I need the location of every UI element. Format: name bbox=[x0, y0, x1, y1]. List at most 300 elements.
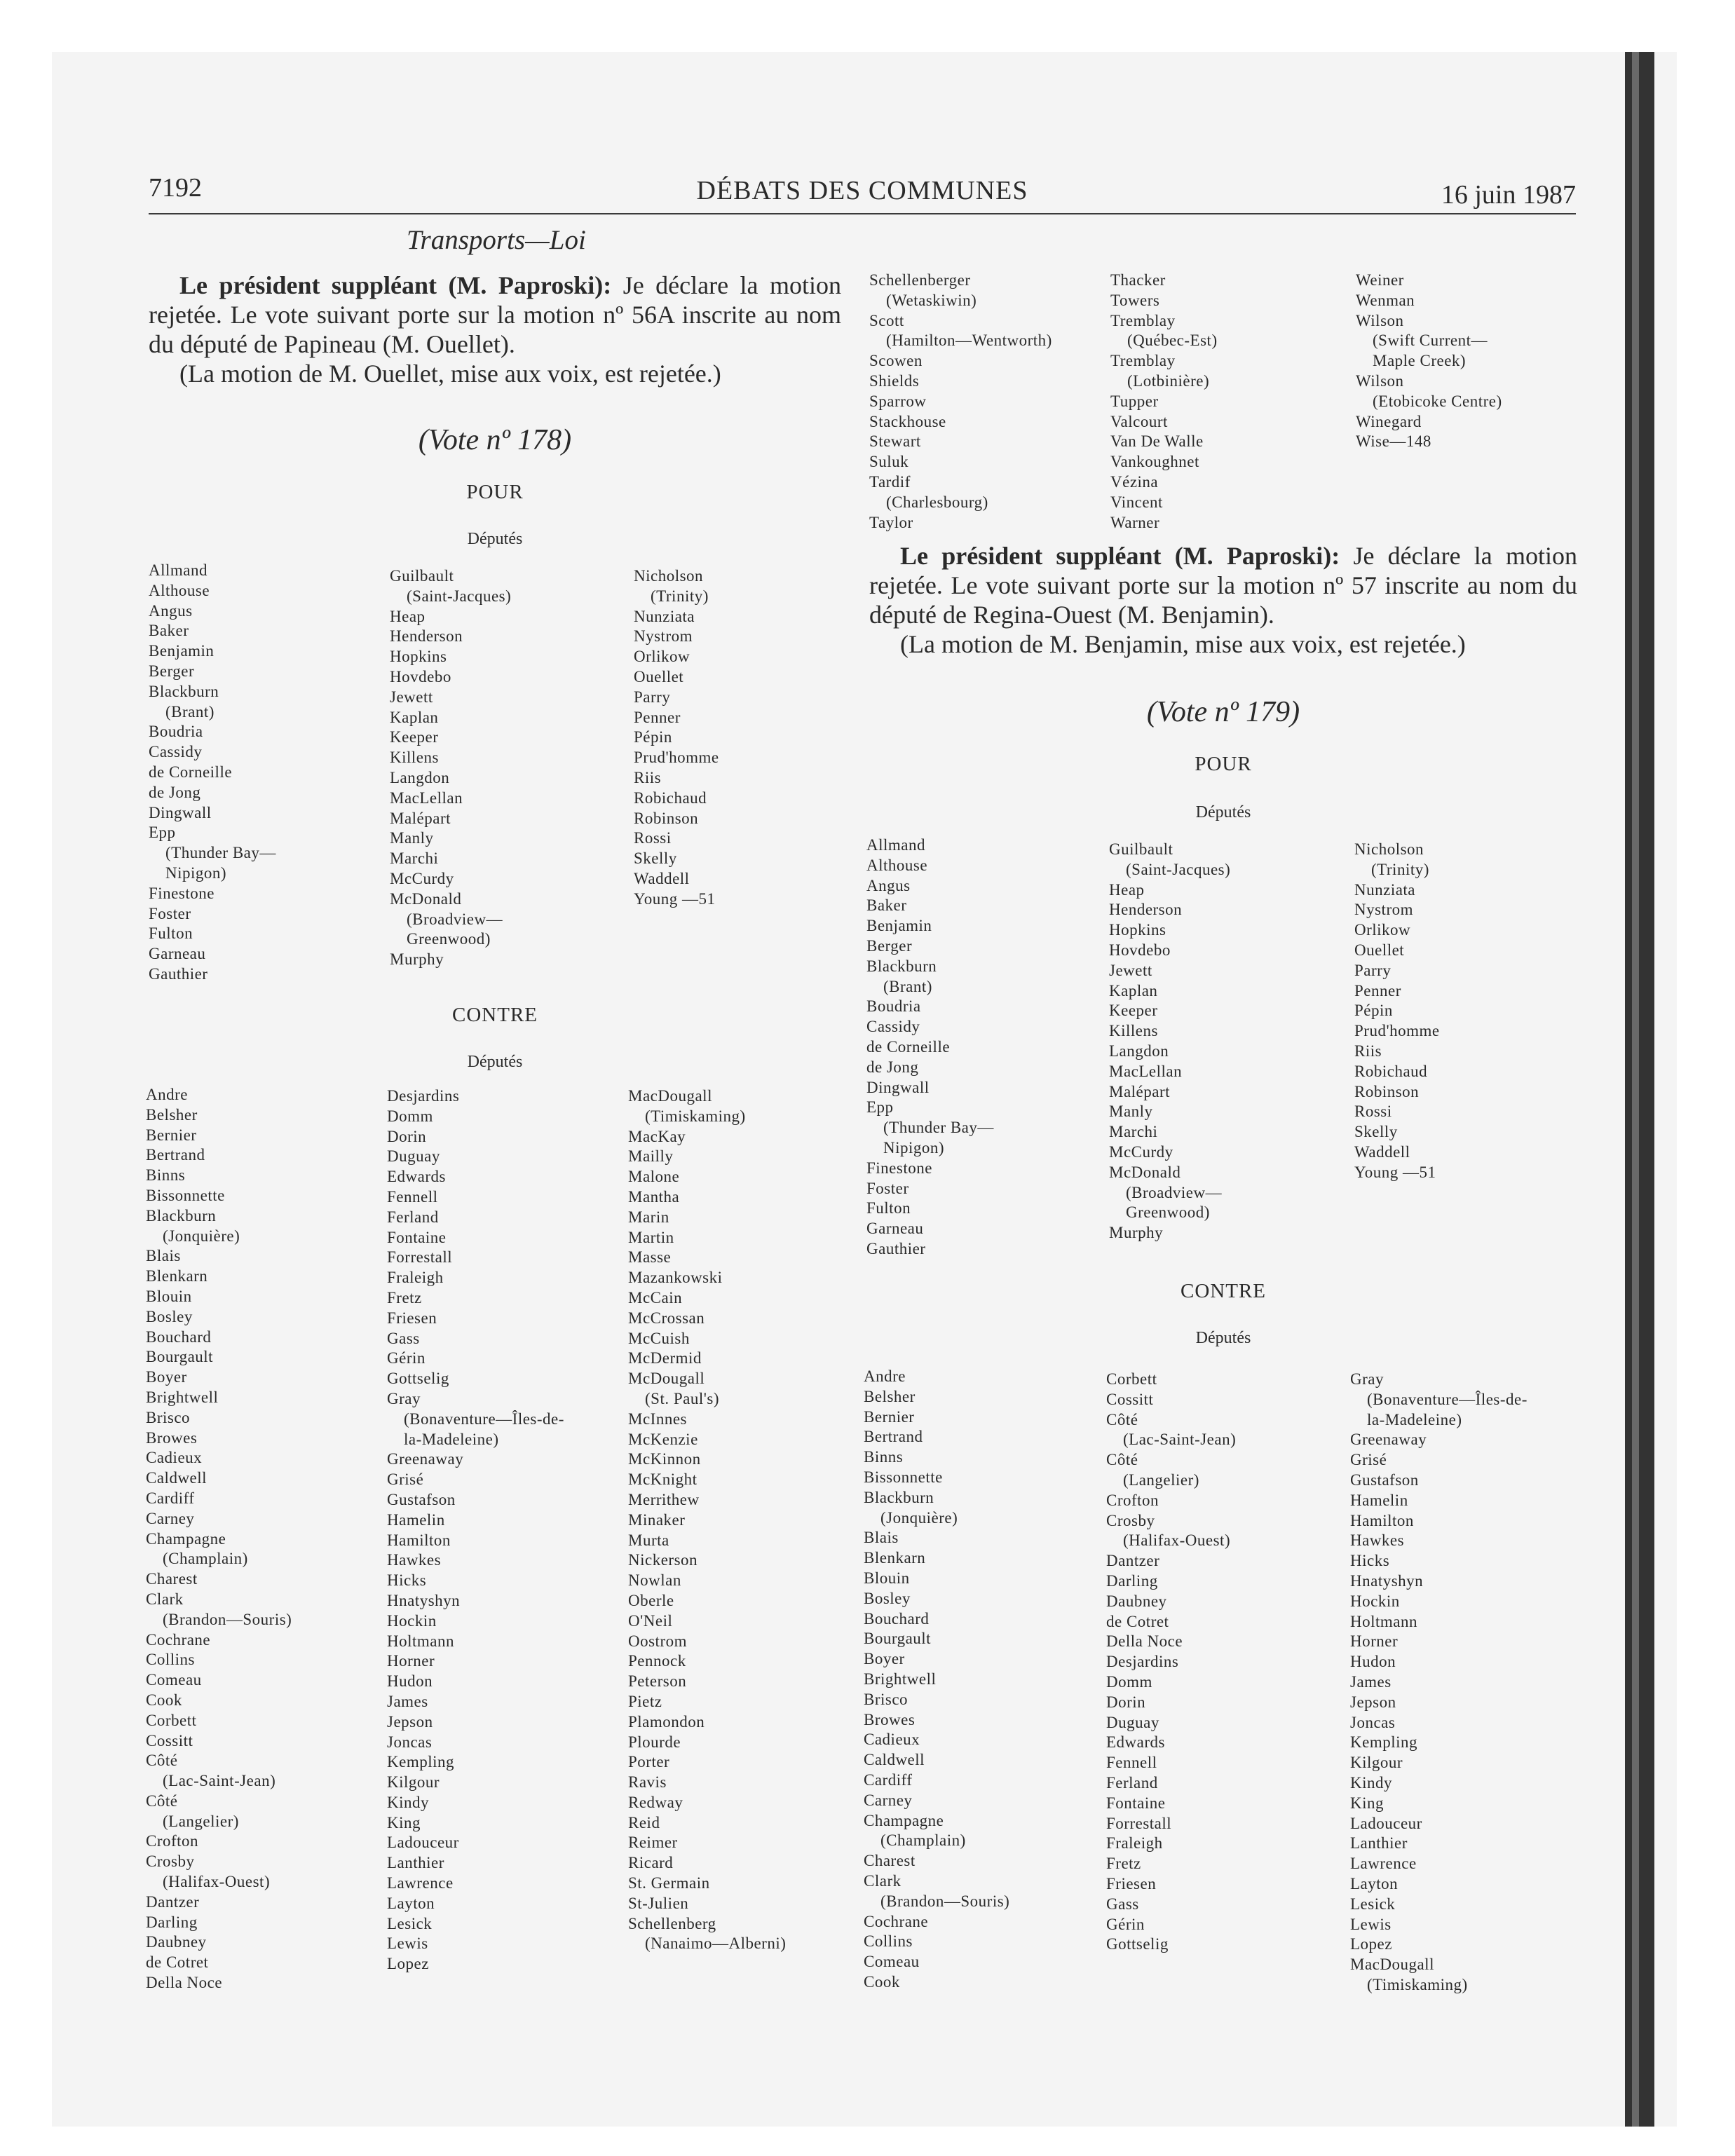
member-name: Nystrom bbox=[634, 627, 693, 646]
member-name: Penner bbox=[1354, 981, 1401, 999]
member-name: Ouellet bbox=[634, 667, 684, 685]
member-name: (Trinity) bbox=[1371, 860, 1429, 878]
member-name: Robichaud bbox=[634, 789, 707, 807]
member-name: Angus bbox=[866, 876, 911, 894]
vote-179-contre-col-1 bbox=[864, 1367, 1009, 1993]
member-name: McCurdy bbox=[1109, 1142, 1173, 1161]
member-name: Layton bbox=[387, 1894, 435, 1912]
member-name: Lesick bbox=[387, 1914, 433, 1932]
member-name: Daubney bbox=[1106, 1592, 1167, 1610]
member-name: Blais bbox=[864, 1529, 899, 1547]
member-name: Tremblay bbox=[1110, 311, 1176, 329]
member-name: Bertrand bbox=[146, 1146, 205, 1164]
member-name: Oostrom bbox=[628, 1632, 687, 1650]
member-name: Althouse bbox=[866, 856, 928, 874]
paragraph-text: Je déclare la motion rejetée. Le vote suivant porte sur la motion nº 57 inscrite au nom du député de Regina-Ouest (M. Benjamin). bbox=[869, 542, 1577, 629]
member-name: Wilson bbox=[1356, 311, 1404, 329]
member-name: Plamondon bbox=[628, 1712, 705, 1731]
member-name: Angus bbox=[149, 601, 193, 620]
member-name: Brisco bbox=[864, 1690, 909, 1708]
member-name: Desjardins bbox=[1106, 1653, 1179, 1671]
member-name: Killens bbox=[1109, 1022, 1158, 1040]
member-name: Martin bbox=[628, 1228, 674, 1246]
member-name: Fraleigh bbox=[387, 1269, 444, 1287]
member-name: Caldwell bbox=[864, 1751, 925, 1769]
member-name: Foster bbox=[866, 1179, 909, 1197]
member-name: Hamilton bbox=[1350, 1511, 1414, 1529]
member-name: (Halifax-Ouest) bbox=[163, 1873, 271, 1891]
member-name: Boyer bbox=[146, 1368, 187, 1386]
member-name: Friesen bbox=[1106, 1874, 1157, 1892]
member-name: (Champlain) bbox=[163, 1550, 248, 1568]
member-name: Nipigon) bbox=[883, 1138, 945, 1157]
member-name: Rossi bbox=[1354, 1103, 1392, 1121]
page-date: 16 juin 1987 bbox=[1441, 180, 1576, 210]
member-name: Gray bbox=[1350, 1370, 1384, 1388]
member-name: (Brant) bbox=[165, 702, 215, 721]
member-name: Schellenberg bbox=[628, 1914, 716, 1932]
member-name: Desjardins bbox=[387, 1087, 460, 1105]
member-name: Gérin bbox=[1106, 1915, 1145, 1933]
member-name: Collins bbox=[146, 1651, 195, 1669]
vote-179-title: (Vote nº 179) bbox=[1146, 696, 1300, 728]
member-name: (Thunder Bay— bbox=[883, 1119, 994, 1137]
member-name: Côté bbox=[1106, 1451, 1138, 1469]
member-name: Boyer bbox=[864, 1650, 905, 1668]
member-name: Browes bbox=[864, 1710, 916, 1728]
member-name: Towers bbox=[1110, 291, 1160, 309]
member-name: Greenaway bbox=[1350, 1431, 1427, 1449]
member-name: Benjamin bbox=[149, 642, 215, 660]
member-name: Hovdebo bbox=[390, 667, 451, 685]
member-name: Marin bbox=[628, 1208, 669, 1226]
member-name: de Jong bbox=[866, 1058, 919, 1076]
member-name: Parry bbox=[634, 688, 671, 706]
member-name: Crosby bbox=[146, 1853, 195, 1871]
member-name: McInnes bbox=[628, 1410, 687, 1428]
member-name: Nunziata bbox=[634, 607, 695, 625]
member-name: Heap bbox=[390, 607, 426, 625]
member-name: (Jonquière) bbox=[163, 1227, 240, 1245]
vote-178-contre-cont-col-3 bbox=[1356, 271, 1502, 452]
member-name: McKinnon bbox=[628, 1450, 701, 1468]
member-name: Caldwell bbox=[146, 1469, 207, 1487]
member-name: King bbox=[387, 1813, 421, 1831]
member-name: Warner bbox=[1110, 513, 1160, 531]
member-name: Robichaud bbox=[1354, 1062, 1428, 1080]
member-name: Bourgault bbox=[864, 1630, 932, 1648]
member-name: Riis bbox=[1354, 1042, 1382, 1060]
member-name: Holtmann bbox=[1350, 1612, 1417, 1630]
vote-179-contre-sub: Députés bbox=[1195, 1329, 1251, 1347]
page-edge-highlight bbox=[1632, 52, 1639, 2127]
vote-178-contre-cont-col-1 bbox=[869, 271, 1052, 533]
motion-result-2: (La motion de M. Benjamin, mise aux voix, est rejetée.) bbox=[900, 630, 1466, 658]
member-name: (Champlain) bbox=[880, 1831, 966, 1850]
member-name: McKnight bbox=[628, 1471, 698, 1489]
member-name: Wise—148 bbox=[1356, 432, 1431, 451]
member-name: Hamelin bbox=[1350, 1491, 1408, 1509]
member-name: (Hamilton—Wentworth) bbox=[886, 332, 1052, 350]
member-name: Redway bbox=[628, 1793, 683, 1811]
member-name: Belsher bbox=[146, 1105, 198, 1124]
vote-178-contre-col-2 bbox=[387, 1086, 564, 1974]
member-name: MacLellan bbox=[390, 789, 463, 807]
member-name: (St. Paul's) bbox=[645, 1389, 719, 1407]
member-name: (Broadview— bbox=[1126, 1183, 1223, 1201]
member-name: Crofton bbox=[146, 1832, 199, 1850]
member-name: Dorin bbox=[1106, 1693, 1146, 1711]
member-name: Lopez bbox=[387, 1955, 429, 1973]
member-name: Brightwell bbox=[146, 1388, 219, 1406]
vote-178-contre-sub: Députés bbox=[467, 1053, 523, 1071]
member-name: Riis bbox=[634, 768, 662, 786]
member-name: Grisé bbox=[387, 1471, 424, 1489]
member-name: Champagne bbox=[146, 1529, 226, 1548]
member-name: McCuish bbox=[628, 1329, 690, 1347]
member-name: Clark bbox=[864, 1871, 901, 1890]
member-name: Bourgault bbox=[146, 1348, 214, 1366]
member-name: Sparrow bbox=[869, 392, 927, 410]
member-name: Crofton bbox=[1106, 1491, 1159, 1509]
member-name: Berger bbox=[149, 662, 195, 680]
member-name: Dantzer bbox=[146, 1892, 200, 1911]
member-name: St. Germain bbox=[628, 1874, 710, 1892]
member-name: Baker bbox=[149, 622, 189, 640]
member-name: Mailly bbox=[628, 1147, 674, 1166]
member-name: Winegard bbox=[1356, 412, 1422, 430]
member-name: Malépart bbox=[390, 809, 451, 827]
member-name: Gass bbox=[1106, 1895, 1139, 1913]
member-name: MacLellan bbox=[1109, 1062, 1183, 1080]
member-name: McCain bbox=[628, 1288, 683, 1306]
member-name: Scowen bbox=[869, 352, 923, 370]
member-name: Horner bbox=[1350, 1632, 1399, 1651]
member-name: Grisé bbox=[1350, 1451, 1387, 1469]
vote-179-contre-label: CONTRE bbox=[1181, 1280, 1266, 1302]
member-name: Fennell bbox=[387, 1187, 438, 1206]
member-name: Greenwood) bbox=[1126, 1203, 1210, 1222]
member-name: Boudria bbox=[149, 723, 203, 741]
member-name: Lopez bbox=[1350, 1935, 1392, 1953]
member-name: Hockin bbox=[1350, 1592, 1400, 1610]
member-name: Carney bbox=[864, 1791, 913, 1809]
member-name: (Halifax-Ouest) bbox=[1123, 1531, 1231, 1550]
member-name: Mantha bbox=[628, 1187, 680, 1206]
member-name: Stackhouse bbox=[869, 412, 946, 430]
member-name: Waddell bbox=[634, 869, 690, 887]
member-name: Pietz bbox=[628, 1692, 662, 1710]
vote-178-title: (Vote nº 178) bbox=[418, 424, 572, 456]
section-title: Transports—Loi bbox=[407, 225, 586, 255]
member-name: McDonald bbox=[1109, 1163, 1181, 1181]
member-name: Nicholson bbox=[634, 567, 704, 585]
member-name: Cadieux bbox=[864, 1731, 920, 1749]
member-name: Robinson bbox=[634, 809, 699, 827]
member-name: Weiner bbox=[1356, 271, 1404, 289]
member-name: Cossitt bbox=[146, 1731, 193, 1749]
member-name: Tupper bbox=[1110, 392, 1159, 410]
member-name: Daubney bbox=[146, 1933, 207, 1951]
member-name: Garneau bbox=[149, 945, 206, 963]
member-name: Prud'homme bbox=[634, 749, 719, 767]
member-name: (Langelier) bbox=[163, 1812, 239, 1830]
member-name: Masse bbox=[628, 1248, 672, 1267]
member-name: Lewis bbox=[387, 1935, 428, 1953]
member-name: McDermid bbox=[628, 1349, 702, 1367]
member-name: Young —51 bbox=[634, 889, 716, 908]
member-name: Charest bbox=[146, 1570, 198, 1588]
member-name: Cook bbox=[864, 1972, 900, 1991]
member-name: Bosley bbox=[864, 1589, 911, 1607]
vote-178-contre-col-3 bbox=[628, 1086, 786, 1954]
member-name: Della Noce bbox=[1106, 1632, 1183, 1651]
member-name: Kindy bbox=[387, 1793, 429, 1811]
member-name: Tardif bbox=[869, 472, 911, 491]
member-name: Edwards bbox=[1106, 1733, 1165, 1752]
speaker-paragraph-2 bbox=[869, 541, 1577, 629]
vote-178-contre-cont-col-2 bbox=[1110, 271, 1218, 533]
member-name: Corbett bbox=[146, 1711, 197, 1729]
paragraph-text: Je déclare la motion rejetée. Le vote suivant porte sur la motion nº 56A inscrite au nom du député de Papineau (M. Ouellet). bbox=[149, 271, 841, 358]
member-name: Gottselig bbox=[387, 1370, 449, 1388]
member-name: Hamelin bbox=[387, 1510, 445, 1529]
member-name: Maple Creek) bbox=[1373, 352, 1467, 370]
member-name: MacKay bbox=[628, 1127, 686, 1145]
member-name: Heap bbox=[1109, 880, 1145, 899]
member-name: Ferland bbox=[387, 1208, 439, 1226]
member-name: Bertrand bbox=[864, 1428, 923, 1446]
member-name: (Thunder Bay— bbox=[165, 844, 276, 862]
member-name: Lawrence bbox=[387, 1874, 454, 1892]
member-name: Gass bbox=[387, 1329, 420, 1347]
vote-178-pour-sub: Députés bbox=[467, 530, 523, 548]
member-name: (Jonquière) bbox=[880, 1508, 958, 1527]
member-name: Blouin bbox=[864, 1569, 910, 1587]
member-name: Cochrane bbox=[864, 1912, 929, 1930]
member-name: Ouellet bbox=[1354, 941, 1405, 959]
member-name: Fulton bbox=[866, 1199, 911, 1217]
member-name: Hawkes bbox=[1350, 1531, 1405, 1550]
member-name: Nystrom bbox=[1354, 901, 1413, 919]
member-name: Hockin bbox=[387, 1611, 437, 1630]
vote-179-pour-col-3 bbox=[1354, 840, 1440, 1183]
member-name: MacDougall bbox=[1350, 1956, 1434, 1974]
member-name: Bouchard bbox=[864, 1609, 930, 1628]
member-name: Blackburn bbox=[866, 957, 937, 975]
member-name: Benjamin bbox=[866, 917, 932, 935]
member-name: Hicks bbox=[1350, 1552, 1390, 1570]
member-name: Duguay bbox=[387, 1147, 440, 1166]
member-name: Cochrane bbox=[146, 1630, 211, 1649]
member-name: Robinson bbox=[1354, 1082, 1420, 1100]
member-name: Gottselig bbox=[1106, 1935, 1169, 1953]
member-name: Kilgour bbox=[1350, 1754, 1403, 1772]
member-name: Della Noce bbox=[146, 1974, 223, 1992]
member-name: Gauthier bbox=[866, 1239, 926, 1257]
member-name: Fontaine bbox=[387, 1228, 447, 1246]
member-name: Crosby bbox=[1106, 1511, 1155, 1529]
member-name: Murphy bbox=[1109, 1224, 1164, 1242]
member-name: MacDougall bbox=[628, 1087, 712, 1105]
member-name: Ricard bbox=[628, 1854, 674, 1872]
member-name: (Timiskaming) bbox=[645, 1107, 746, 1125]
member-name: Boudria bbox=[866, 997, 921, 1016]
member-name: Allmand bbox=[149, 561, 207, 579]
member-name: Hamilton bbox=[387, 1531, 451, 1549]
member-name: Bosley bbox=[146, 1307, 193, 1325]
member-name: Fennell bbox=[1106, 1754, 1157, 1772]
member-name: Lawrence bbox=[1350, 1855, 1417, 1873]
member-name: Forrestall bbox=[1106, 1814, 1172, 1832]
member-name: St-Julien bbox=[628, 1894, 689, 1912]
member-name: Cook bbox=[146, 1691, 182, 1709]
member-name: Nowlan bbox=[628, 1571, 681, 1590]
speaker-name: Le président suppléant (M. Paproski): bbox=[900, 542, 1340, 570]
member-name: (Brant) bbox=[883, 977, 932, 995]
member-name: Blouin bbox=[146, 1287, 192, 1305]
member-name: Gustafson bbox=[387, 1490, 456, 1508]
member-name: Prud'homme bbox=[1354, 1022, 1440, 1040]
vote-179-contre-col-3 bbox=[1350, 1370, 1528, 1995]
member-name: Darling bbox=[1106, 1571, 1158, 1590]
member-name: (Langelier) bbox=[1123, 1471, 1199, 1489]
member-name: Layton bbox=[1350, 1874, 1399, 1892]
member-name: Joncas bbox=[387, 1733, 433, 1751]
member-name: James bbox=[1350, 1672, 1392, 1691]
member-name: Dantzer bbox=[1106, 1552, 1160, 1570]
running-title: DÉBATS DES COMMUNES bbox=[696, 176, 1028, 205]
member-name: Fraleigh bbox=[1106, 1834, 1163, 1853]
member-name: de Jong bbox=[149, 783, 201, 801]
member-name: Hudon bbox=[1350, 1653, 1396, 1671]
member-name: Nunziata bbox=[1354, 880, 1416, 899]
member-name: (Swift Current— bbox=[1373, 332, 1488, 350]
member-name: Hicks bbox=[387, 1571, 427, 1590]
member-name: Ravis bbox=[628, 1773, 667, 1792]
member-name: de Cotret bbox=[146, 1953, 209, 1972]
member-name: Browes bbox=[146, 1428, 198, 1447]
member-name: Lanthier bbox=[1350, 1834, 1408, 1853]
member-name: Duguay bbox=[1106, 1713, 1159, 1731]
member-name: McCurdy bbox=[390, 869, 454, 887]
member-name: Waddell bbox=[1354, 1142, 1410, 1161]
member-name: Lesick bbox=[1350, 1895, 1396, 1913]
member-name: Clark bbox=[146, 1590, 184, 1608]
member-name: Friesen bbox=[387, 1309, 437, 1327]
member-name: Manly bbox=[390, 829, 434, 847]
member-name: Binns bbox=[864, 1448, 904, 1466]
member-name: Hudon bbox=[387, 1672, 433, 1691]
member-name: Fretz bbox=[1106, 1855, 1141, 1873]
member-name: (Trinity) bbox=[651, 587, 709, 605]
member-name: de Corneille bbox=[149, 763, 233, 781]
member-name: Lanthier bbox=[387, 1854, 444, 1872]
member-name: Keeper bbox=[1109, 1002, 1158, 1020]
member-name: Dingwall bbox=[149, 803, 212, 821]
member-name: Parry bbox=[1354, 961, 1392, 979]
member-name: Holtmann bbox=[387, 1632, 454, 1650]
member-name: (Saint-Jacques) bbox=[407, 587, 512, 605]
member-name: (Québec-Est) bbox=[1127, 332, 1218, 350]
member-name: Domm bbox=[1106, 1672, 1152, 1691]
member-name: James bbox=[387, 1692, 428, 1710]
member-name: Hopkins bbox=[1109, 921, 1166, 939]
member-name: Epp bbox=[149, 824, 176, 842]
member-name: Thacker bbox=[1110, 271, 1166, 289]
member-name: Fontaine bbox=[1106, 1794, 1166, 1812]
motion-result-1: (La motion de M. Ouellet, mise aux voix, est rejetée.) bbox=[179, 360, 721, 388]
page-number: 7192 bbox=[149, 173, 202, 203]
member-name: Langdon bbox=[390, 768, 450, 786]
member-name: King bbox=[1350, 1794, 1384, 1812]
member-name: Malépart bbox=[1109, 1082, 1171, 1100]
member-name: Ladouceur bbox=[1350, 1814, 1422, 1832]
speaker-paragraph-1 bbox=[149, 271, 841, 359]
member-name: Finestone bbox=[149, 884, 215, 902]
member-name: Valcourt bbox=[1110, 412, 1168, 430]
member-name: Nickerson bbox=[628, 1551, 698, 1569]
member-name: Blais bbox=[146, 1247, 181, 1265]
member-name: Jepson bbox=[1350, 1693, 1396, 1711]
member-name: McDougall bbox=[628, 1370, 705, 1388]
member-name: Andre bbox=[864, 1367, 906, 1385]
member-name: Bernier bbox=[146, 1126, 197, 1144]
member-name: Van De Walle bbox=[1110, 432, 1204, 451]
member-name: Côté bbox=[1106, 1410, 1138, 1428]
member-name: Wilson bbox=[1356, 371, 1404, 390]
member-name: Joncas bbox=[1350, 1713, 1396, 1731]
member-name: Jewett bbox=[390, 688, 433, 706]
member-name: (Lac-Saint-Jean) bbox=[1123, 1431, 1237, 1449]
member-name: Champagne bbox=[864, 1811, 944, 1829]
member-name: Cassidy bbox=[149, 743, 203, 761]
member-name: Gérin bbox=[387, 1349, 426, 1367]
member-name: Nipigon) bbox=[165, 864, 227, 882]
member-name: Kaplan bbox=[1109, 981, 1158, 999]
member-name: Marchi bbox=[390, 850, 439, 868]
member-name: Vincent bbox=[1110, 493, 1163, 511]
member-name: (Nanaimo—Alberni) bbox=[645, 1935, 787, 1953]
member-name: Pennock bbox=[628, 1652, 686, 1670]
member-name: Hawkes bbox=[387, 1551, 442, 1569]
member-name: (Saint-Jacques) bbox=[1126, 860, 1231, 878]
member-name: Pépin bbox=[634, 728, 672, 746]
member-name: (Broadview— bbox=[407, 910, 503, 928]
member-name: Foster bbox=[149, 904, 191, 922]
member-name: Kempling bbox=[1350, 1733, 1417, 1752]
member-name: Blenkarn bbox=[146, 1267, 208, 1285]
member-name: Greenaway bbox=[387, 1450, 464, 1468]
member-name: Ferland bbox=[1106, 1773, 1158, 1792]
member-name: Bouchard bbox=[146, 1328, 212, 1346]
member-name: Berger bbox=[866, 936, 913, 955]
member-name: Reimer bbox=[628, 1834, 678, 1852]
member-name: Hnatyshyn bbox=[387, 1591, 461, 1609]
member-name: Nicholson bbox=[1354, 840, 1424, 858]
member-name: Skelly bbox=[1354, 1123, 1398, 1141]
member-name: Rossi bbox=[634, 829, 672, 847]
member-name: Scott bbox=[869, 311, 904, 329]
vote-179-pour-col-2 bbox=[1109, 840, 1230, 1243]
member-name: Corbett bbox=[1106, 1370, 1157, 1388]
member-name: Dorin bbox=[387, 1127, 427, 1145]
member-name: Guilbault bbox=[1109, 840, 1173, 858]
member-name: Brisco bbox=[146, 1408, 191, 1426]
member-name: (Brandon—Souris) bbox=[163, 1610, 292, 1628]
member-name: Garneau bbox=[866, 1220, 924, 1238]
member-name: Peterson bbox=[628, 1672, 687, 1691]
